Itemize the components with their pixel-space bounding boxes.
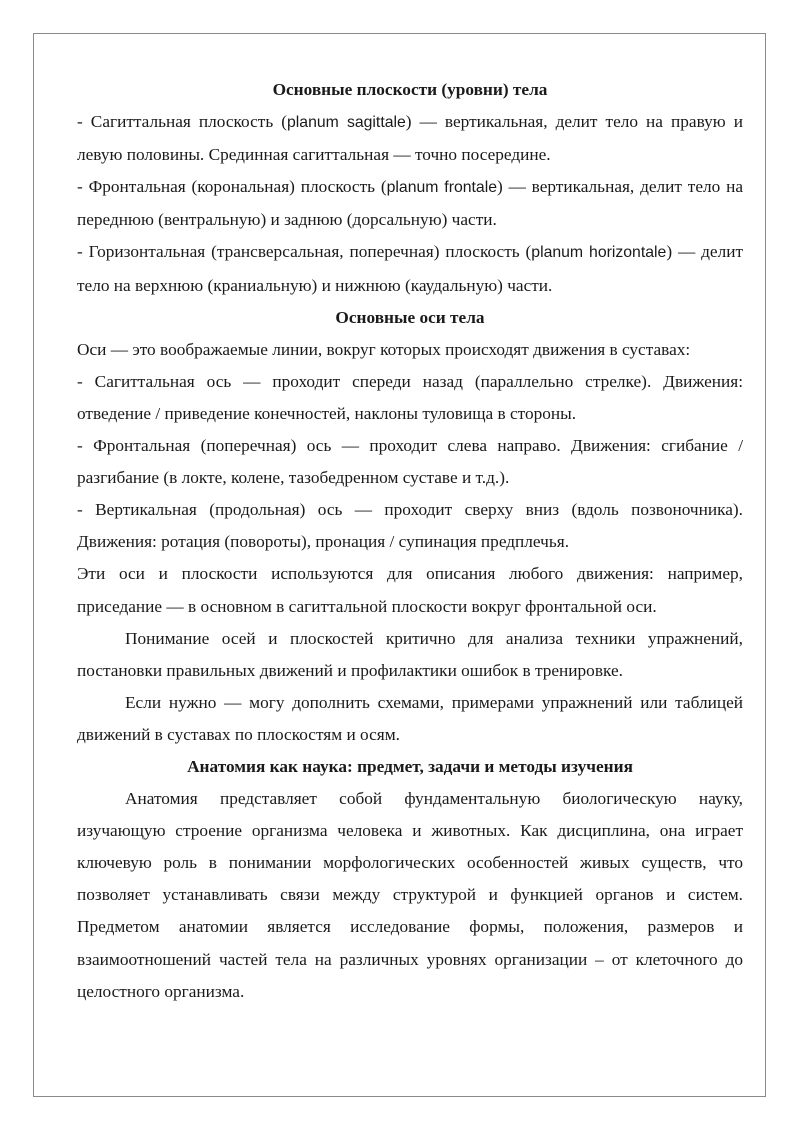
paragraph-frontal-axis: - Фронтальная (поперечная) ось — проходит слева направо. Движения: сгибание / разгибание (в локте, колене, тазобедренном суставе и т.д.). — [77, 436, 743, 488]
paragraph-sagittal-plane: - Сагиттальная плоскость (planum sagittale) — вертикальная, делит тело на правую и левую половины. Срединная сагиттальная — точно посередине. — [77, 112, 743, 165]
paragraph-offer: Если нужно — могу дополнить схемами, примерами упражнений или таблицей движений в суставах по плоскостям и осям. — [77, 692, 743, 744]
document-page — [33, 33, 766, 1097]
paragraph-frontal-plane: - Фронтальная (корональная) плоскость (planum frontale) — вертикальная, делит тело на переднюю (вентральную) и заднюю (дорсальную) части. — [77, 177, 743, 230]
paragraph-horizontal-plane: - Горизонтальная (трансверсальная, поперечная) плоскость (planum horizontale) — делит тело на верхнюю (краниальную) и нижнюю (каудальную) части. — [77, 242, 743, 295]
document-body — [77, 74, 743, 1008]
heading-planes: Основные плоскости (уровни) тела — [272, 80, 548, 99]
paragraph-axes-intro: Оси — это воображаемые линии, вокруг которых происходят движения в суставах: — [77, 339, 691, 359]
paragraph-axes-usage: Эти оси и плоскости используются для описания любого движения: например, приседание — в основном в сагиттальной плоскости вокруг фронтальной оси. — [77, 564, 743, 616]
paragraph-sagittal-axis: - Сагиттальная ось — проходит спереди назад (параллельно стрелке). Движения: отведение / приведение конечностей, наклоны туловища в стороны. — [77, 371, 743, 423]
paragraph-anatomy: Анатомия представляет собой фундаментальную биологическую науку, изучающую строение организма человека и животных. Как дисциплина, она играет ключевую роль в понимании морфологических особенностей живых существ, что позволяет устанавливать связи между структурой и функцией органов и систем. Предметом анатомии является исследование формы, положения, размеров и взаимоотношений частей тела на различных уровнях организации – от клеточного до целостного организма. — [77, 789, 743, 1001]
paragraph-vertical-axis: - Вертикальная (продольная) ось — проходит сверху вниз (вдоль позвоночника). Движения: ротация (повороты), пронация / супинация предплечья. — [77, 500, 743, 552]
heading-axes: Основные оси тела — [335, 307, 485, 327]
heading-anatomy: Анатомия как наука: предмет, задачи и методы изучения — [187, 756, 633, 776]
paragraph-importance: Понимание осей и плоскостей критично для анализа техники упражнений, постановки правильных движений и профилактики ошибок в тренировке. — [77, 628, 743, 680]
